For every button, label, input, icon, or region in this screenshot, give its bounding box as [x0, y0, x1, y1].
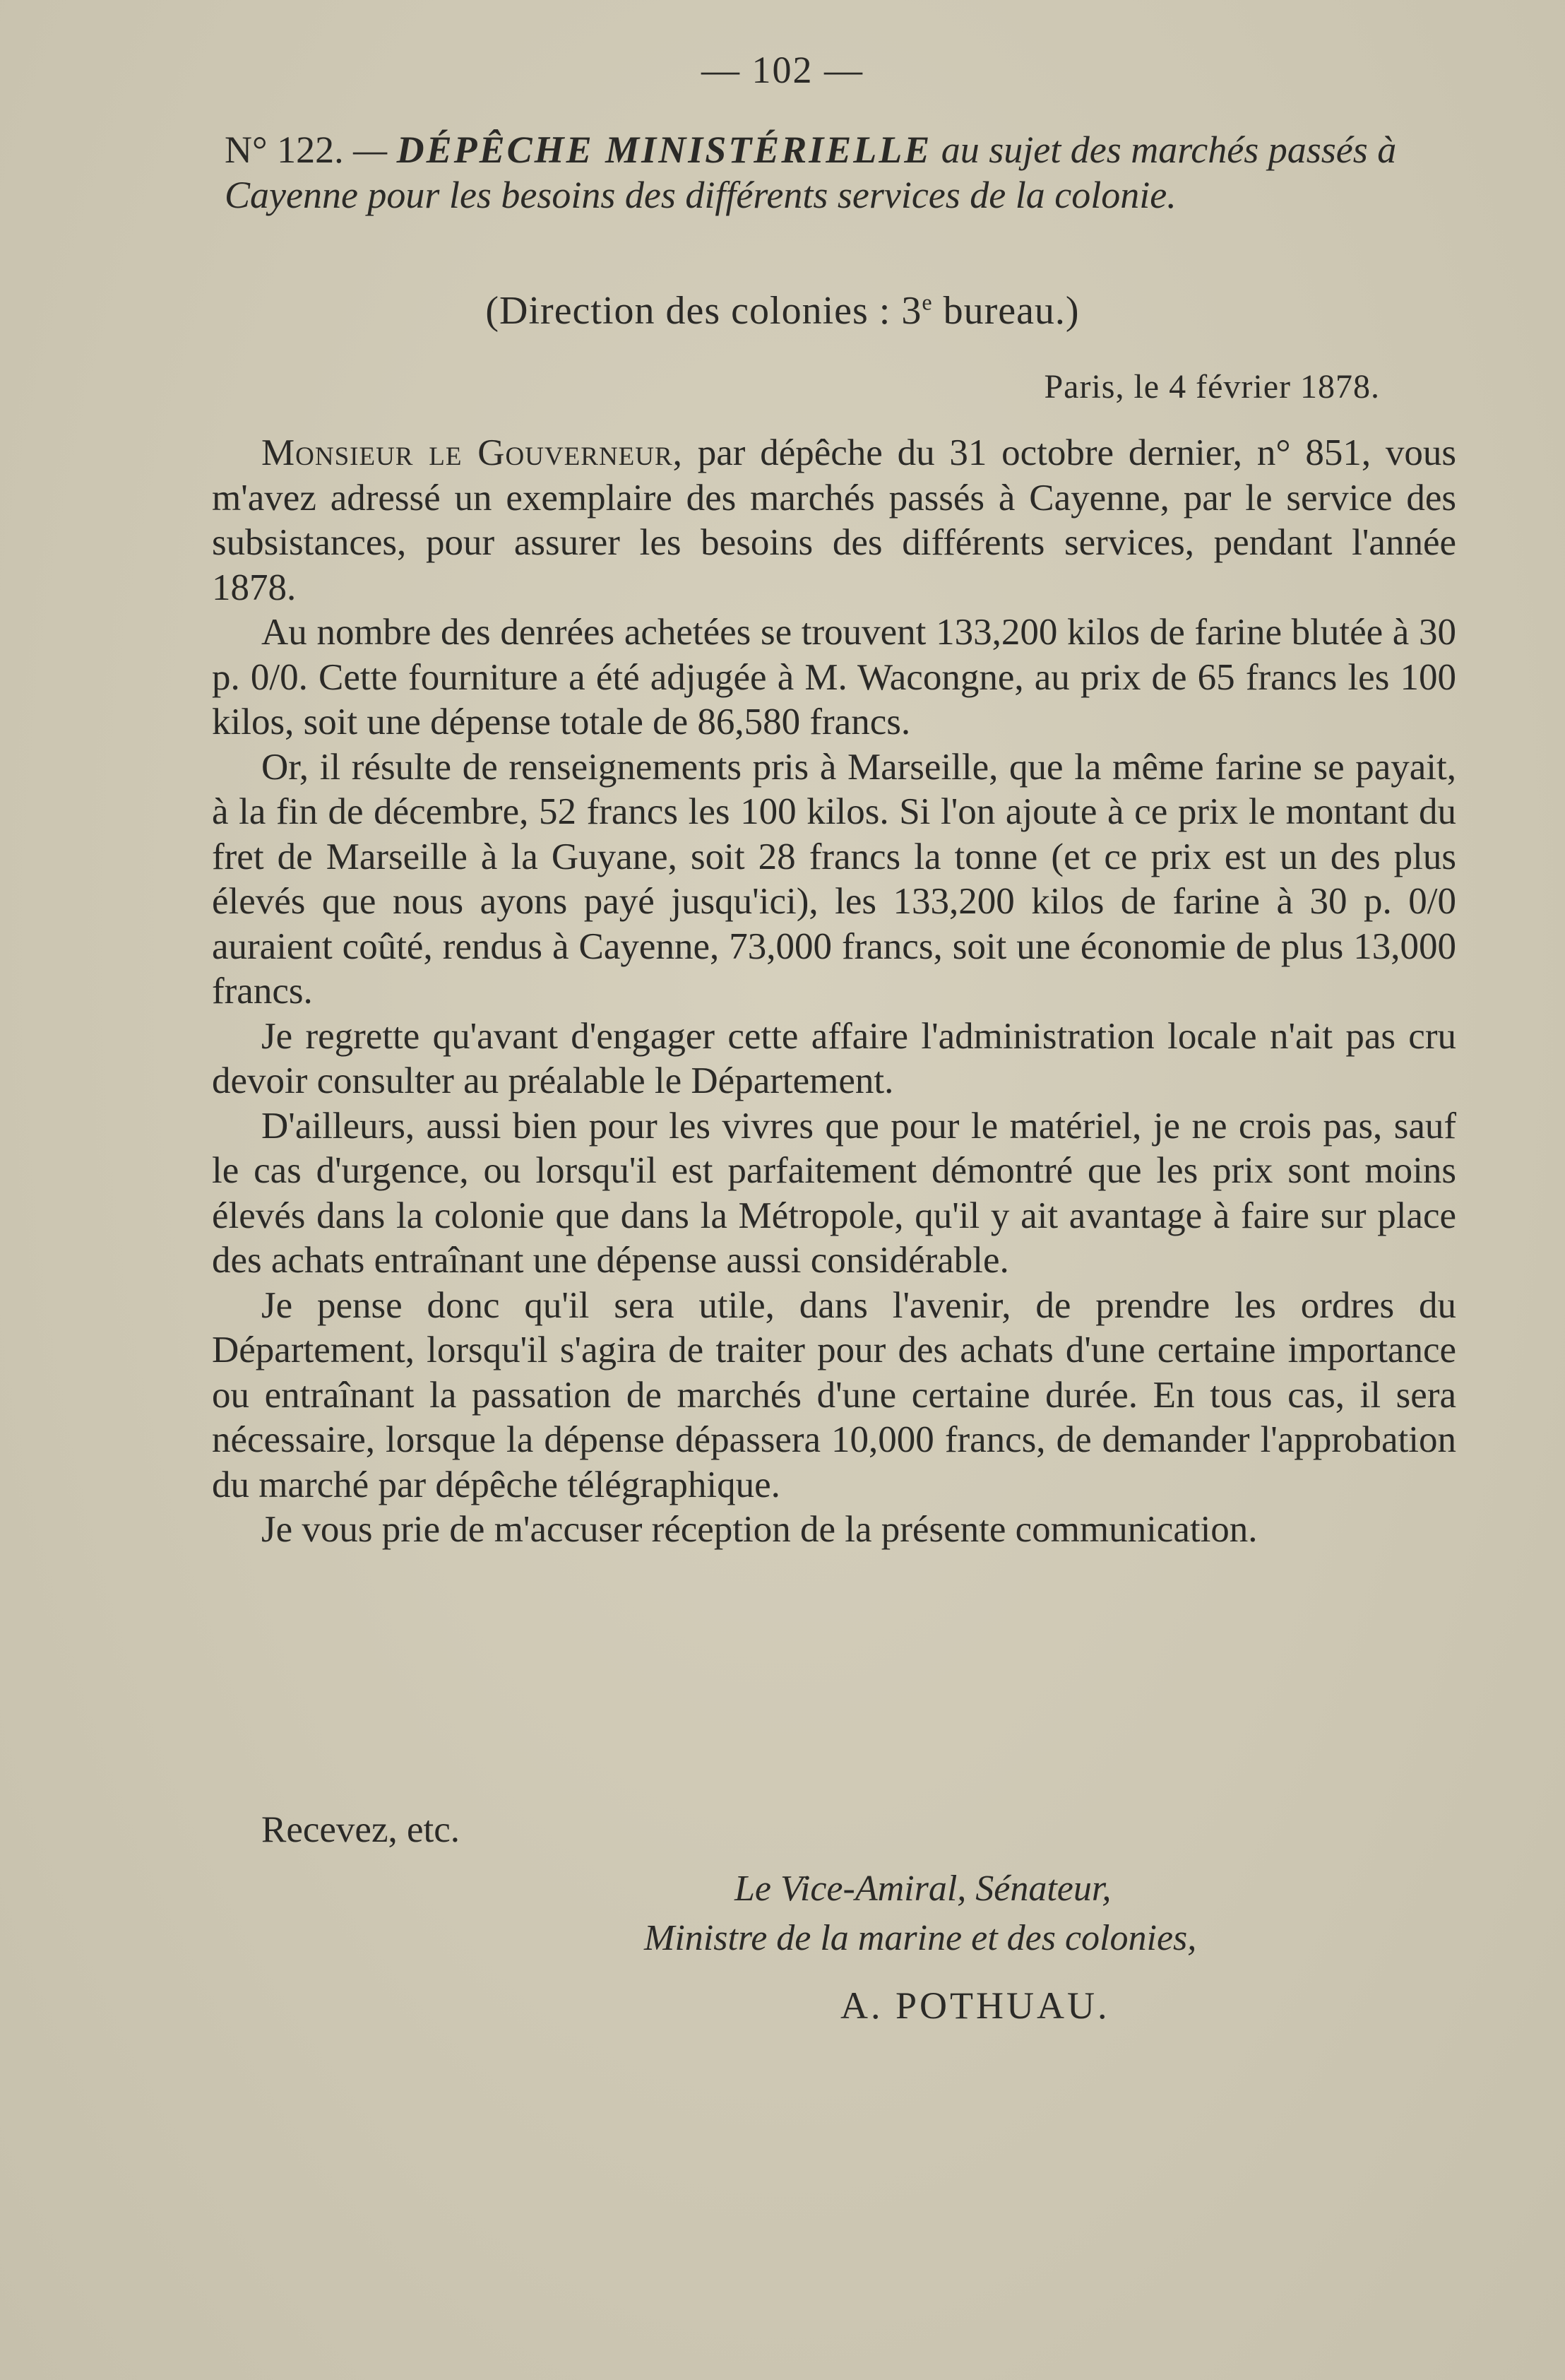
heading-dash: — — [343, 129, 397, 171]
closing-formula: Recevez, etc. — [261, 1809, 460, 1850]
paragraph-1 — [212, 431, 1456, 610]
direction-prefix: (Direction des colonies : 3 — [485, 289, 922, 333]
paragraph-2: Au nombre des denrées achetées se trouvent 133,200 kilos de farine blutée à 30 p. 0/0. Cette fourniture a été adjugée à M. Wacongne, au prix de 65 francs les 100 kilos, soit une dépense totale de 86,580 francs. — [212, 612, 1456, 742]
signature-title-line-2: Ministre de la marine et des colonies, — [644, 1918, 1197, 1958]
paragraph-7: Je vous prie de m'accuser réception de la présente communication. — [261, 1509, 1258, 1550]
page-number: — 102 — — [701, 49, 864, 91]
date-line: Paris, le 4 février 1878. — [1044, 368, 1380, 405]
paragraph-5: D'ailleurs, aussi bien pour les vivres que pour le matériel, je ne crois pas, sauf le cas d'urgence, ou lorsqu'il est parfaitement démontré que les prix sont moins élevés dans la colonie que dans la Métropole, qu'il y ait avantage à faire sur place des achats entraînant une dépense aussi considérable. — [212, 1105, 1456, 1281]
direction-line — [0, 288, 1565, 333]
paragraph-4: Je regrette qu'avant d'engager cette affaire l'administration locale n'ait pas cru devoir consulter au préalable le Département. — [212, 1015, 1456, 1101]
document-heading — [225, 127, 1460, 218]
direction-suffix: bureau.) — [932, 289, 1080, 333]
salutation: Monsieur le Gouverneur, — [261, 432, 683, 473]
direction-superscript: e — [922, 289, 933, 315]
dispatch-title: DÉPÊCHE MINISTÉRIELLE — [396, 129, 932, 171]
signature-title-line-1: Le Vice-Amiral, Sénateur, — [734, 1869, 1112, 1909]
paragraph-6: Je pense donc qu'il sera utile, dans l'avenir, de prendre les ordres du Département, lorsqu'il s'agira de traiter pour des achats d'une certaine importance ou entraînant la passation de marchés d'une certaine durée. En tous cas, il sera nécessaire, lorsque la dépense dépassera 10,000 francs, de demander l'approbation du marché par dépêche télégraphique. — [212, 1284, 1456, 1505]
dispatch-number: N° 122. — [225, 129, 344, 171]
paragraph-3: Or, il résulte de renseignements pris à Marseille, que la même farine se payait, à la fin de décembre, 52 francs les 100 kilos. Si l'on ajoute à ce prix le montant du fret de Marseille à la Guyane, soit 28 francs la tonne (et ce prix est un des plus élevés que nous ayons payé jusqu'ici), les 133,200 kilos de farine à 30 p. 0/0 auraient coûté, rendus à Cayenne, 73,000 francs, soit une économie de plus 13,000 francs. — [212, 746, 1456, 1012]
dispatch-subject: au sujet des marchés passés à Cayenne pour les besoins des différents services de la colonie. — [225, 129, 1397, 216]
letter-body — [212, 431, 1456, 1553]
paragraph-1-text: par dépêche du 31 octobre dernier, n° 851, vous m'avez adressé un exemplaire des marchés passés à Cayenne, par le service des subsistances, pour assurer les besoins des différents services, pendant l'année 1878. — [212, 432, 1456, 608]
signature-name: A. POTHUAU. — [840, 1984, 1110, 2027]
